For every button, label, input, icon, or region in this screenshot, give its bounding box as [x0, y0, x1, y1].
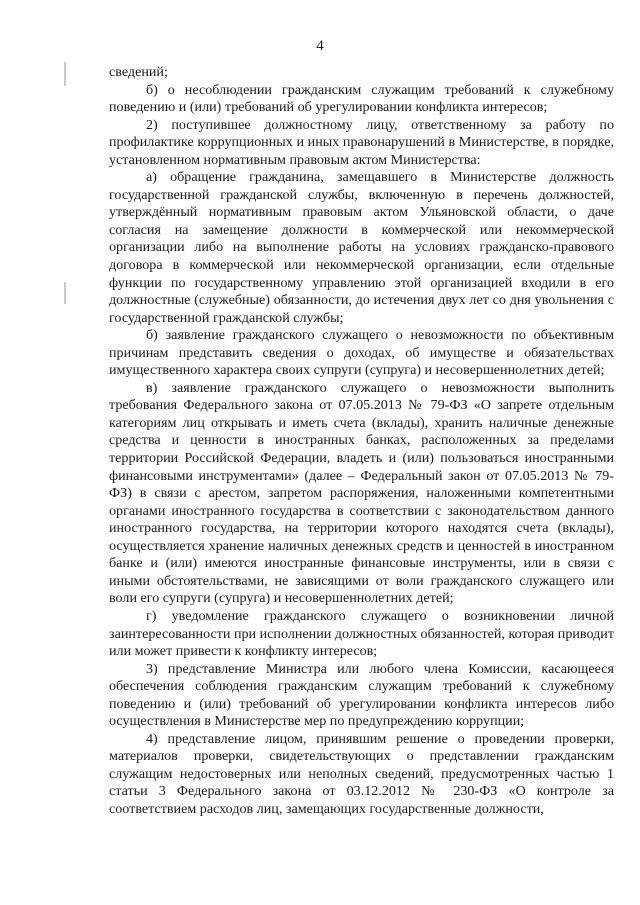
- paragraph-item-2: 2) поступившее должностному лицу, ответственному за работу по профилактике коррупционных и иных правонарушений в Министерстве, в порядке, установленном нормативным правовым актом Министерства:: [109, 116, 614, 168]
- paragraph-subitem-g: г) уведомление гражданского служащего о возникновении личной заинтересованности при исполнении должностных обязанностей, которая приводит или может привести к конфликту интересов;: [109, 607, 614, 660]
- paragraph-continuation: сведений;: [109, 64, 168, 80]
- margin-mark: [64, 282, 66, 304]
- paragraph-subitem-v: в) заявление гражданского служащего о невозможности выполнить требования Федерального закона от 07.05.2013 № 79-ФЗ «О запрете отдельным категориям лиц открывать и иметь счета (вклады), хранить наличные денежные средства и ценности в иностранных банках, расположенных за пределами территории Российской Федерации, владеть и (или) пользоваться иностранными финансовыми инструментами» (далее – Федеральный закон от 07.05.2013 № 79-ФЗ) в связи с арестом, запретом распоряжения, наложенными компетентными органами иностранного государства в соответствии с законодательством данного иностранного государства, на территории которого находятся счета (вклады), осуществляется хранение наличных денежных средств и ценностей в иностранном банке и (или) имеются иностранные финансовые инструменты, или в связи с иными обстоятельствами, не зависящими от воли гражданского служащего или воли его супруги (супруга) и несовершеннолетних детей;: [109, 379, 614, 607]
- body-text: [109, 64, 614, 819]
- page-number: 4: [316, 38, 324, 54]
- paragraph-item-4: 4) представление лицом, принявшим решение о проведении проверки, материалов проверки, свидетельствующих о представлении гражданским служащим недостоверных или неполных сведений, предусмотренных частью 1 статьи 3 Федерального закона от 03.12.2012 № 230-ФЗ «О контроле за соответствием расходов лиц, замещающих государственные должности,: [109, 730, 614, 817]
- margin-mark: [64, 62, 66, 86]
- paragraph-subitem-a: а) обращение гражданина, замещавшего в Министерстве должность государственной гражданской службы, включенную в перечень должностей, утверждённый нормативным правовым актом Ульяновской области, о даче согласия на замещение должности в коммерческой или некоммерческой организации либо на выполнение работы на условиях гражданско-правового договора в коммерческой или некоммерческой организации, если отдельные функции по государственному управлению этой организацией входили в его должностные (служебные) обязанности, до истечения двух лет со дня увольнения с государственной гражданской службы;: [109, 169, 614, 326]
- paragraph-subitem-b: б) о несоблюдении гражданским служащим требований к служебному поведению и (или) требований об урегулировании конфликта интересов;: [109, 81, 614, 116]
- paragraph-item-3: 3) представление Министра или любого члена Комиссии, касающееся обеспечения соблюдения гражданским служащим требований к служебному поведению и (или) требований об урегулировании конфликта интересов либо осуществления в Министерстве мер по предупреждению коррупции;: [109, 660, 614, 730]
- paragraph-subitem-b: б) заявление гражданского служащего о невозможности по объективным причинам представить сведения о доходах, об имуществе и обязательствах имущественного характера своих супруги (супруга) и несовершеннолетних детей;: [109, 327, 614, 379]
